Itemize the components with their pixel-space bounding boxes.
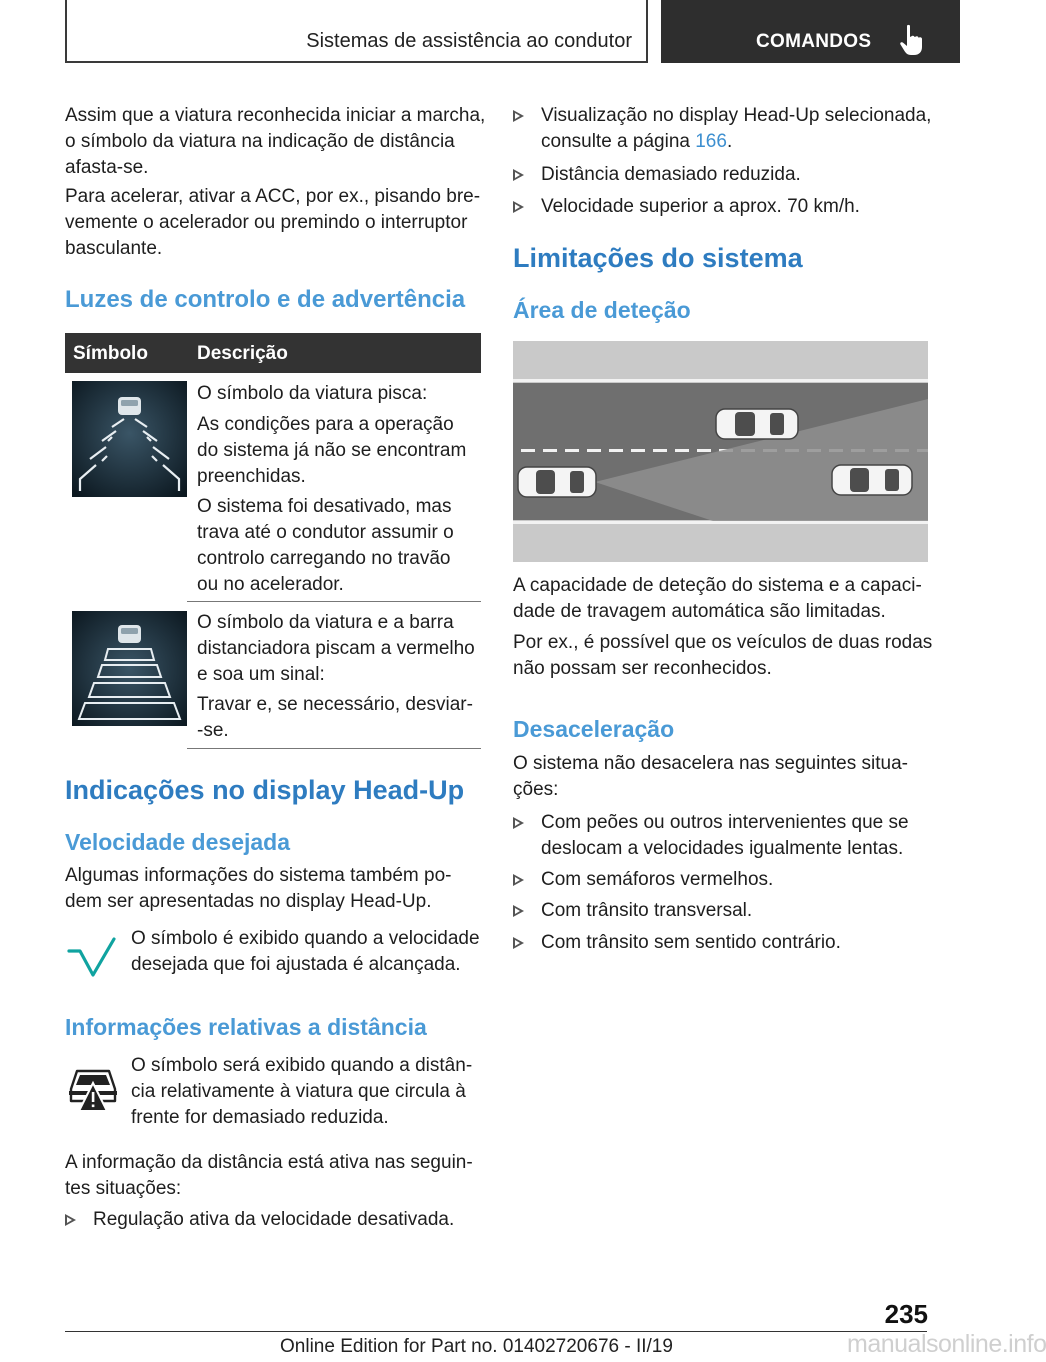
heading-head-up-display: Indicações no display Head-Up — [65, 775, 465, 805]
row1-text-3: O sistema foi desativado, mas trava até o condutor assumir o controlo carregando no travão ou no acelerador. — [197, 496, 454, 595]
distance-icon-description: O símbolo será exibido quando a distân- cia relativamente à viatura que circula à frente for demasiado reduzida. — [131, 1055, 473, 1128]
bullet-triangle-icon — [513, 874, 524, 886]
vehicle-distance-bars-red-icon — [72, 611, 187, 726]
row2-text-1: O símbolo da viatura e a barra distanciadora piscam a vermelho e soa um sinal: — [197, 612, 475, 685]
bullet-triangle-icon — [513, 937, 524, 949]
detection-paragraph-2: Por ex., é possível que os veículos de duas rodas não possam ser reconhecidos. — [513, 632, 933, 679]
section-title: COMANDOS — [756, 31, 872, 52]
vehicle-flashing-lane-icon — [72, 381, 187, 497]
chapter-title: Sistemas de assistência ao condutor — [306, 30, 632, 52]
row1-text-2: As condições para a operação do sistema já não se encontram preenchidas. — [197, 414, 467, 487]
distance-paragraph: A informação da distância está ativa nas seguin- tes situações: — [65, 1152, 473, 1199]
subheading-deceleration: Desaceleração — [513, 716, 675, 742]
table-header — [65, 333, 481, 373]
footer-divider — [65, 1331, 927, 1332]
bullet-triangle-icon — [513, 201, 524, 213]
heading-system-limits: Limitações do sistema — [513, 243, 803, 273]
subheading-detection-area: Área de deteção — [513, 297, 691, 323]
footer-edition: Online Edition for Part no. 01402720676 - II/19 — [280, 1336, 673, 1357]
watermark-brand: manualsonline.info — [847, 1330, 1046, 1358]
bullet-triangle-icon — [513, 169, 524, 181]
page-number: 235 — [884, 1299, 928, 1329]
speed-icon-description: O símbolo é exibido quando a velocidade desejada que foi ajustada é alcançada. — [131, 928, 480, 975]
table-row-divider — [187, 601, 481, 602]
header-chapter-box — [65, 0, 648, 63]
bullet-triangle-icon — [513, 817, 524, 829]
table-bottom-line — [187, 748, 481, 749]
deceleration-paragraph: O sistema não desacelera nas seguintes situa- ções: — [513, 753, 908, 800]
intro-paragraph-2: Para acelerar, ativar a ACC, por ex., pisando bre- vemente o acelerador ou premindo o interruptor basculante. — [65, 186, 481, 259]
bullet-triangle-icon — [65, 1214, 76, 1226]
table-col-description: Descrição — [197, 343, 288, 364]
intro-paragraph-1: Assim que a viatura reconhecida iniciar a marcha, o símbolo da viatura na indicação de distância afasta-se. — [65, 105, 486, 178]
table-col-symbol: Símbolo — [73, 343, 148, 364]
row2-text-2: Travar e, se necessário, desviar- -se. — [197, 694, 473, 741]
row1-text-1: O símbolo da viatura pisca: — [197, 383, 428, 404]
pointing-hand-icon — [898, 24, 924, 56]
subheading-distance-info: Informações relativas a distância — [65, 1014, 427, 1040]
subheading-desired-speed: Velocidade desejada — [65, 829, 291, 855]
distance-warning-car-icon — [67, 1065, 119, 1113]
speed-reached-tick-icon — [67, 937, 117, 977]
page-link[interactable]: 166 — [695, 131, 727, 152]
detection-paragraph-1: A capacidade de deteção do sistema e a capaci- dade de travagem automática são limitadas. — [513, 575, 922, 622]
heading-warning-lights: Luzes de controlo e de advertência — [65, 286, 466, 313]
detection-area-road-illustration — [513, 341, 928, 562]
bullet-triangle-icon — [513, 905, 524, 917]
header-section-tab — [661, 0, 960, 63]
bullet-triangle-icon — [513, 110, 524, 122]
desired-speed-paragraph: Algumas informações do sistema também po- dem ser apresentadas no display Head-Up. — [65, 865, 452, 912]
